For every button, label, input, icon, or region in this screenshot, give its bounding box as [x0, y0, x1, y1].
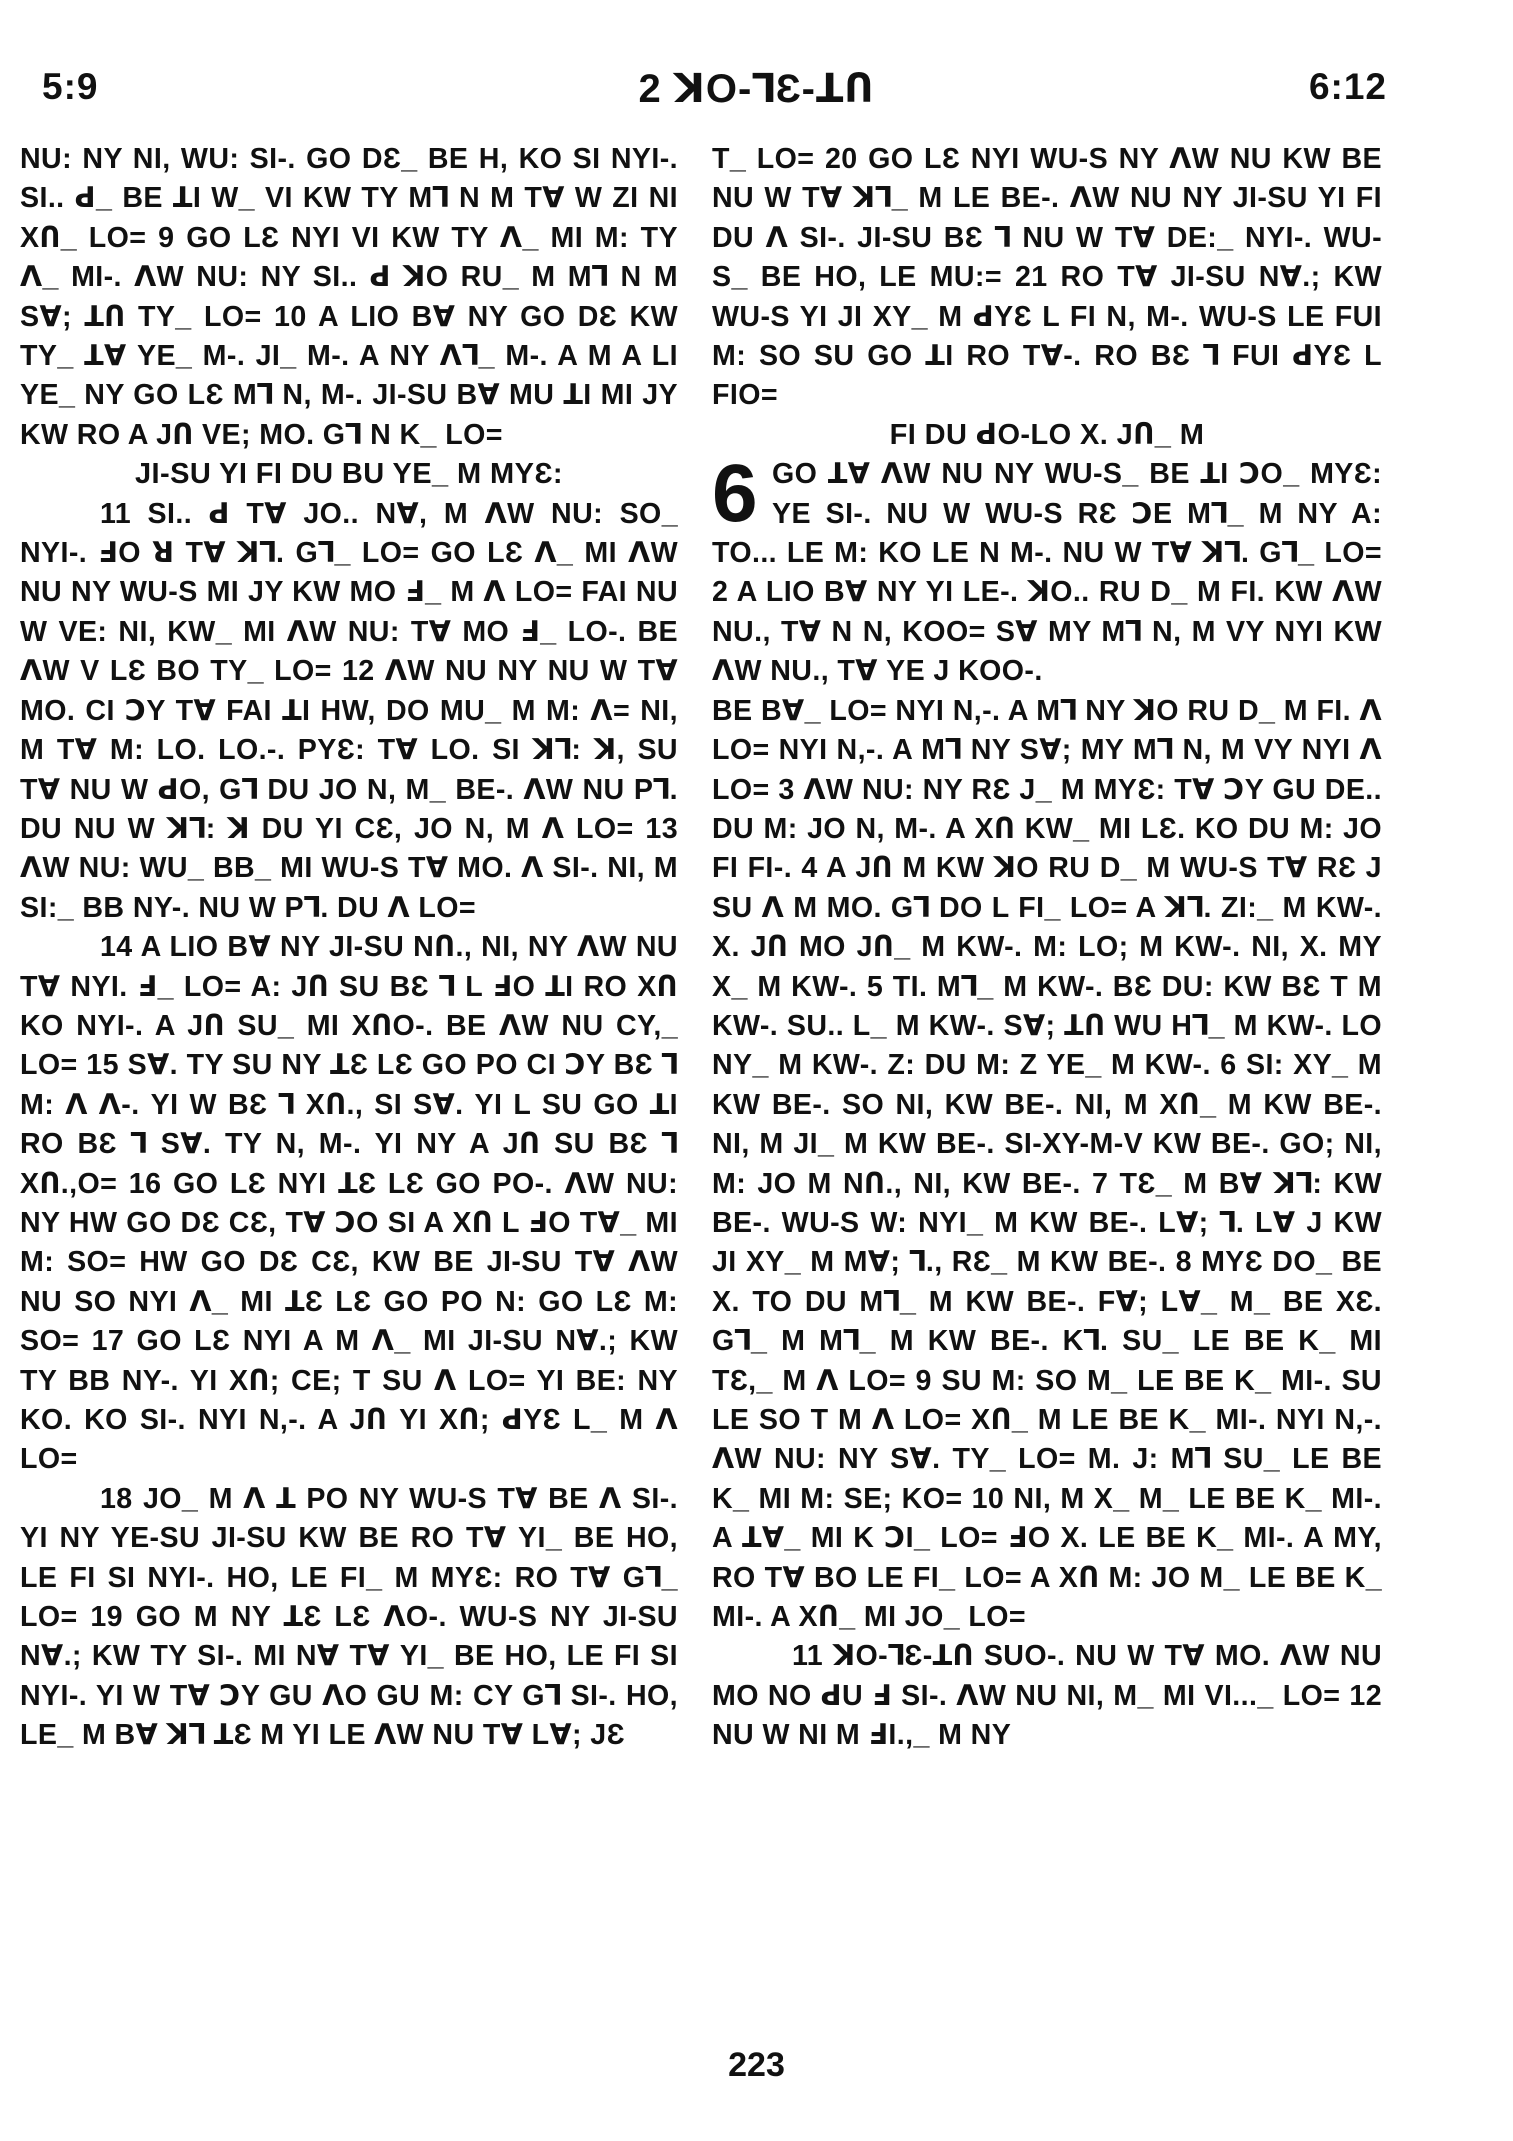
verse-text: NU W NI M ꓞI.,_ M NY [712, 1719, 1012, 1752]
verse-text: NI, M X_ M_ LE BE K_ MI-. A ꓕꓯ_ MI K ꓛI_ LO= ꓞO X. LE BE K_ MI-. A MY, RO Tꓯ BO LE FI_ LO= A XՈ M: JO M_ LE BE K_ MI-. A XՈ_ MI JO_ LO= [712, 1482, 1382, 1634]
paragraph [20, 140, 678, 455]
verse-text: GO LƐ NYI VI KW TY ꓥ_ MI M: TY ꓥ_ MI-. ꓥW NU: NY SI.. ꓒ ꓘO RU_ M Mꓶ N M Sꓯ; ꓕՈ TY_ LO= [20, 221, 678, 333]
right-column [712, 140, 1382, 1756]
book-title-header: 2 ꓘO-ꓶƐ-ꓕՈ [638, 67, 875, 111]
verse-text: T_ LO= [712, 143, 815, 175]
verse-text: SU M: SO M_ LE BE K_ MI-. SU LE SO T M ꓥ LO= XՈ_ M LE BE K_ MI-. NYI N,-. ꓥW NU: NY Sꓯ. TY_ LO= M. J: Mꓶ SU_ LE BE K_ MI M: SE; KO= [712, 1364, 1382, 1515]
verse-number: 9 [158, 221, 175, 254]
verse-text: TI. Mꓶ_ M KW-. BƐ DU: KW BƐ T M KW-. SU.. L_ M KW-. Sꓯ; ꓕՈ WU Hꓶ_ M KW-. LO NY_ M KW-. Z: DU M: Z YE_ M KW-. [712, 970, 1382, 1082]
verse-text: ꓥW NU: NY RƐ J_ M MYƐ: Tꓯ ꓛY GU DE.. DU M: JO N, M-. A XՈ KW_ MI LƐ. KO DU M: JO FI FI-. [712, 773, 1382, 885]
verse-text: GO ꓕꓯ ꓥW NU NY WU-S_ BE ꓕI ꓛO_ MYƐ: YE SI-. NU W WU-S RƐ ꓛE Mꓶ_ M NY A: TO... LE M: KO LE N M-. NU W Tꓯ ꓘꓶ. Gꓶ_ LO= [712, 458, 1382, 570]
section-heading: FI DU ꓒO-LO X. JՈ_ M [889, 418, 1205, 451]
verse-text: A LIO Bꓯ NY GO DƐ KW TY_ ꓕꓯ YE_ M-. JI_ M-. A NY ꓥꓶ_ M-. A M A LI YE_ NY GO LƐ Mꓶ N, M-. JI-SU Bꓯ MU ꓕI MI JY KW RO A JՈ VE; MO. Gꓶ N K_ LO= [20, 300, 678, 451]
verse-number: 11 [100, 497, 132, 530]
verse-text: GO M NY ꓕƐ LƐ ꓥO-. WU-S NY JI-SU Nꓯ.; KW TY SI-. MI Nꓯ Tꓯ YI_ BE HO, LE FI SI NYI-. YI W Tꓯ ꓛY GU ꓥO GU M: CY Gꓶ SI-. HO, LE_ M Bꓯ ꓘꓶ ꓕƐ M YI LE ꓥW NU Tꓯ Lꓯ; JƐ [20, 1601, 678, 1752]
verse-text: MYƐ DO_ BE X. TO DU Mꓶ_ M KW BE-. Fꓯ; Lꓯ_ M_ BE XƐ. Gꓶ_ M Mꓶ_ M KW BE-. Kꓶ. SU_ LE BE K_ MI TƐ,_ M ꓥ LO= [712, 1246, 1382, 1397]
verse-number: 8 [1175, 1246, 1192, 1279]
verse-text: ꓥW NU: WU_ BB_ MI WU-S Tꓯ MO. ꓥ SI-. NI, M SI:_ BB NY-. NU W Pꓶ. DU ꓥ LO= [20, 852, 678, 924]
verse-number: 2 [712, 576, 729, 609]
verse-number: 19 [90, 1601, 123, 1634]
paragraph [712, 1637, 1382, 1755]
verse-number: 14 [100, 931, 133, 964]
verse-number: 7 [1091, 1167, 1109, 1200]
verse-text: A JՈ M KW ꓘO RU D_ M WU-S Tꓯ RƐ J SU ꓥ M MO. Gꓶ DO L FI_ LO= A ꓘꓶ. ZI:_ M KW-. X. JՈ MO JՈ_ M KW-. M: LO; M KW-. NI, X. MY X_ M KW-. [712, 852, 1382, 1003]
paragraph [712, 448, 1382, 691]
verse-text: GO LƐ NYI WU-S NY ꓥW NU KW BE NU W Tꓯ ꓘꓶ_ M LE BE-. ꓥW NU NY JI-SU YI FI DU ꓥ SI-. JI-SU BƐ ꓶ NU W Tꓯ DE:_ NYI-. WU-S_ BE HO, LE MU:= [712, 143, 1382, 294]
running-header-right: 6:12 [1308, 66, 1387, 107]
verse-number: 9 [915, 1364, 932, 1397]
verse-text: GO LƐ NYI ꓕƐ LƐ GO PO-. ꓥW NU: NY HW GO DƐ CƐ, Tꓯ ꓛO SI A XՈ L ꓞO Tꓯ_ MI M: SO= HW GO DƐ CƐ, KW BE JI-SU Tꓯ ꓥW NU SO NYI ꓥ_ MI ꓕƐ LƐ GO PO N: GO LƐ M: SO= [20, 1167, 678, 1358]
left-column [20, 140, 678, 1756]
verse-text: A LIO Bꓯ NY YI LE-. ꓘO.. RU D_ M FI. KW ꓥW NU., Tꓯ N N, KOO= Sꓯ MY Mꓶ N, M VY NYI KW ꓥW NU., Tꓯ YE J KOO-. [712, 576, 1382, 688]
verse-number: 6 [1220, 1049, 1237, 1082]
verse-text: ꓥW NU NY NU W Tꓯ MO. CI ꓛY Tꓯ FAI ꓕI HW, DO MU_ M M: ꓥ= NI, M Tꓯ M: LO. LO.-. PYƐ: Tꓯ LO. SI ꓘꓶ: ꓘ, SU Tꓯ NU W ꓒO, Gꓶ DU JO N, M_ BE-. ꓥW NU Pꓶ. DU NU W ꓘꓶ: ꓘ DU YI CƐ, JO N, M ꓥ LO= [20, 655, 678, 845]
page-number: 223 [728, 2046, 785, 2084]
verse-number: 5 [866, 970, 884, 1003]
verse-number: 15 [86, 1049, 119, 1082]
verse-number: 13 [645, 812, 678, 845]
running-header-left: 5:9 [42, 66, 99, 107]
paragraph [712, 692, 1382, 1638]
verse-text: BE Bꓯ_ LO= NYI N,-. A Mꓶ NY ꓘO RU D_ M FI. ꓥ LO= NYI N,-. A Mꓶ NY Sꓯ; MY Mꓶ N, M VY NYI ꓥ LO= [712, 694, 1382, 806]
verse-number: 12 [1349, 1679, 1382, 1712]
verse-number: 4 [801, 852, 818, 885]
verse-text: ꓘO-ꓶƐ-ꓕՈ SUO-. NU W Tꓯ MO. ꓥW NU MO NO ꓒU ꓞ SI-. ꓥW NU NI, M_ MI VI..._ LO= [712, 1640, 1382, 1712]
verse-text: A LIO Bꓯ NY JI-SU NՈ., NI, NY ꓥW NU Tꓯ NYI. ꓞ_ LO= A: JՈ SU BƐ ꓶ L ꓞO ꓕI RO XՈ KO NYI-. A JՈ SU_ MI XՈO-. BE ꓥW NU CY,_ LO= [20, 931, 678, 1082]
verse-text: Sꓯ. TY SU NY ꓕƐ LƐ GO PO CI ꓛY BƐ ꓶ M: ꓥ ꓥ-. YI W BƐ ꓶ XՈ., SI Sꓯ. YI L SU GO ꓕI RO BƐ ꓶ Sꓯ. TY N, M-. YI NY A JՈ SU BƐ ꓶ XՈ.,O= [20, 1049, 678, 1200]
verse-text: RO Tꓯ JI-SU Nꓯ.; KW WU-S YI JI XY_ M ꓒYƐ L FI N, M-. WU-S LE FUI M: SO SU GO ꓕI RO Tꓯ-. RO BƐ ꓶ FUI ꓒYƐ L FIO= [712, 261, 1382, 412]
verse-number: 18 [100, 1482, 133, 1515]
verse-number: 10 [274, 300, 307, 333]
verse-text: SI.. ꓒ Tꓯ JO.. Nꓯ, M ꓥW NU: SO_ NYI-. ꓞO ꓤ Tꓯ ꓘꓶ. Gꓶ_ LO= GO LƐ ꓥ_ MI ꓥW NU NY WU-S MI JY KW MO ꓞ_ M ꓥ LO= FAI NU W VE: NI, KW_ MI ꓥW NU: Tꓯ MO ꓞ_ LO-. BE ꓥW V LƐ BO TY_ LO= [20, 497, 678, 688]
paragraph [20, 495, 678, 928]
verse-text: JO_ M ꓥ ꓕ PO NY WU-S Tꓯ BE ꓥ SI-. YI NY YE-SU JI-SU KW BE RO Tꓯ YI_ BE HO, LE FI SI NYI-. HO, LE FI_ M MYƐ: RO Tꓯ Gꓶ_ LO= [20, 1482, 678, 1634]
verse-text: SI: XY_ M KW BE-. SO NI, KW BE-. NI, M XՈ_ M KW BE-. NI, M JI_ M KW BE-. SI-XY-M-V KW BE-. GO; NI, M: JO M NՈ., NI, KW BE-. [712, 1049, 1382, 1200]
verse-number: 16 [128, 1167, 162, 1200]
paragraph [20, 928, 678, 1480]
verse-number: 21 [1014, 261, 1048, 294]
verse-number: 3 [778, 773, 795, 806]
verse-number: 17 [91, 1325, 125, 1358]
verse-text: TƐ_ M Bꓯ ꓘꓶ: KW BE-. WU-S W: NYI_ M KW BE-. Lꓯ; ꓶ. Lꓯ J KW JI XY_ M Mꓯ; ꓶ., RƐ_ M KW BE-. [712, 1167, 1382, 1279]
paragraph [20, 1480, 678, 1756]
verse-number: 10 [971, 1482, 1005, 1515]
verse-text: NU: NY NI, WU: SI-. GO DƐ_ BE H, KO SI NYI-. SI.. ꓒ_ BE ꓕI W_ VI KW TY Mꓶ N M Tꓯ W ZI NI XՈ_ LO= [20, 143, 678, 254]
verse-number: 11 [792, 1640, 824, 1673]
section-heading: JI-SU YI FI DU BU YE_ M MYƐ: [135, 458, 563, 491]
paragraph [712, 140, 1382, 416]
verse-text: GO LƐ NYI A M ꓥ_ MI JI-SU Nꓯ.; KW TY BB NY-. YI XՈ; CE; T SU ꓥ LO= YI BE: NY KO. KO SI-. NYI N,-. A JՈ YI XՈ; ꓒYƐ L_ M ꓥ LO= [20, 1325, 678, 1476]
verse-number: 12 [341, 655, 375, 688]
chapter-number: 6 [712, 448, 759, 540]
verse-number: 20 [824, 143, 858, 175]
